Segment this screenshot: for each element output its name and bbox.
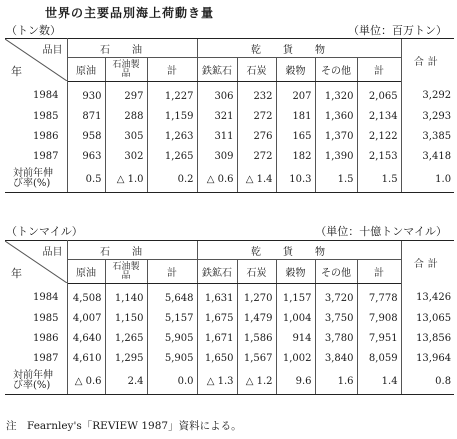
cell: 930: [67, 82, 105, 107]
cell: 3,418: [401, 146, 454, 166]
row-year: 1987: [5, 348, 67, 368]
page-title: 世界の主要品別海上荷動き量: [45, 6, 215, 20]
sub-header-other: その他: [315, 260, 357, 284]
cell: 7,951: [357, 328, 401, 348]
table-ton-miles: [5, 240, 454, 395]
sub-header-dry-total: 計: [357, 58, 401, 82]
table2-corner-header: [5, 241, 67, 284]
table-tonnage: [5, 38, 454, 193]
group-dry-header: 乾貨物: [197, 241, 401, 260]
cell: 272: [237, 106, 276, 126]
cell: 5,157: [147, 308, 197, 328]
table-row: [5, 106, 454, 126]
cell: 4,610: [67, 348, 105, 368]
cell: 311: [197, 126, 237, 146]
cell: 7,778: [357, 284, 401, 309]
cell: 3,750: [315, 308, 357, 328]
cell: 5,905: [147, 348, 197, 368]
cell: 1.6: [315, 368, 357, 395]
cell: 1,650: [197, 348, 237, 368]
cell: 272: [237, 146, 276, 166]
table-row: [5, 126, 454, 146]
cell: 3,840: [315, 348, 357, 368]
total-header: 合計: [401, 241, 454, 284]
cell: △ 1.2: [237, 368, 276, 395]
sub-header-coal: 石炭: [237, 260, 276, 284]
cell: △ 1.0: [105, 166, 147, 193]
cell: 0.5: [67, 166, 105, 193]
group-oil-header: 石油: [67, 241, 197, 260]
cell: 1,390: [315, 146, 357, 166]
cell: 958: [67, 126, 105, 146]
table2-unit-right: （単位：十億トンマイル）: [315, 225, 447, 238]
cell: 9.6: [276, 368, 315, 395]
table-row: [5, 82, 454, 107]
source-note: 注 Fearnley's「REVIEW 1987」資料による。: [6, 420, 242, 432]
cell: 1,295: [105, 348, 147, 368]
row-year: 1986: [5, 126, 67, 146]
row-year: 1985: [5, 106, 67, 126]
table-row: [5, 348, 454, 368]
sub-header-coal: 石炭: [237, 58, 276, 82]
table1-unit-right: （単位：百万トン）: [348, 24, 447, 37]
table-row: [5, 328, 454, 348]
cell: △ 1.4: [237, 166, 276, 193]
cell: 4,508: [67, 284, 105, 309]
corner-bottom-label: 年: [11, 64, 22, 78]
row-year: 1985: [5, 308, 67, 328]
cell: 1,370: [315, 126, 357, 146]
cell: △ 0.6: [67, 368, 105, 395]
cell: 10.3: [276, 166, 315, 193]
cell: 1,631: [197, 284, 237, 309]
cell: 13,856: [401, 328, 454, 348]
cell: 871: [67, 106, 105, 126]
cell: 1,320: [315, 82, 357, 107]
table-row: [5, 308, 454, 328]
cell: 5,905: [147, 328, 197, 348]
cell: 1,479: [237, 308, 276, 328]
cell: 4,640: [67, 328, 105, 348]
cell: 288: [105, 106, 147, 126]
cell: 1,586: [237, 328, 276, 348]
cell: 182: [276, 146, 315, 166]
cell: 1.4: [357, 368, 401, 395]
row-year: 1984: [5, 82, 67, 107]
cell: 306: [197, 82, 237, 107]
sub-header-oil-total: 計: [147, 260, 197, 284]
corner-top-label: 品目: [42, 247, 63, 258]
cell: 1,150: [105, 308, 147, 328]
row-year: 1984: [5, 284, 67, 309]
group-dry-header: 乾貨物: [197, 39, 401, 58]
cell: 297: [105, 82, 147, 107]
sub-header-products: 石油製品: [105, 260, 147, 284]
total-header: 合計: [401, 39, 454, 82]
table-row: [5, 284, 454, 309]
cell: 3,780: [315, 328, 357, 348]
cell: 0.8: [401, 368, 454, 395]
sub-header-iron-ore: 鉄鉱石: [197, 58, 237, 82]
cell: 1.5: [357, 166, 401, 193]
sub-header-crude: 原油: [67, 58, 105, 82]
cell: 2,153: [357, 146, 401, 166]
cell: 1.0: [401, 166, 454, 193]
cell: △ 1.3: [197, 368, 237, 395]
group-oil-header: 石油: [67, 39, 197, 58]
sub-header-products: 石油製品: [105, 58, 147, 82]
row-year: 1987: [5, 146, 67, 166]
cell: 7,908: [357, 308, 401, 328]
sub-header-dry-total: 計: [357, 260, 401, 284]
cell: 1,002: [276, 348, 315, 368]
cell: 4,007: [67, 308, 105, 328]
cell: 963: [67, 146, 105, 166]
change-label: 対前年伸び率(%): [5, 166, 67, 193]
cell: 1,140: [105, 284, 147, 309]
cell: 5,648: [147, 284, 197, 309]
cell: 2.4: [105, 368, 147, 395]
cell: 13,065: [401, 308, 454, 328]
change-label: 対前年伸び率(%): [5, 368, 67, 395]
sub-header-other: その他: [315, 58, 357, 82]
sub-header-grain: 穀物: [276, 58, 315, 82]
cell: 276: [237, 126, 276, 146]
cell: 181: [276, 106, 315, 126]
table-row: [5, 146, 454, 166]
cell: 3,292: [401, 82, 454, 107]
table1-unit-left: （トン数）: [6, 24, 61, 37]
cell: 8,059: [357, 348, 401, 368]
sub-header-grain: 穀物: [276, 260, 315, 284]
table-row-change: [5, 368, 454, 395]
cell: 0.2: [147, 166, 197, 193]
cell: 13,964: [401, 348, 454, 368]
cell: 0.0: [147, 368, 197, 395]
cell: 2,065: [357, 82, 401, 107]
corner-bottom-label: 年: [11, 266, 22, 280]
cell: 13,426: [401, 284, 454, 309]
cell: 207: [276, 82, 315, 107]
cell: 1,671: [197, 328, 237, 348]
cell: 3,293: [401, 106, 454, 126]
cell: 2,134: [357, 106, 401, 126]
cell: 1,360: [315, 106, 357, 126]
cell: △ 0.6: [197, 166, 237, 193]
cell: 3,720: [315, 284, 357, 309]
sub-header-oil-total: 計: [147, 58, 197, 82]
cell: 232: [237, 82, 276, 107]
table1-corner-header: [5, 39, 67, 82]
row-year: 1986: [5, 328, 67, 348]
sub-header-crude: 原油: [67, 260, 105, 284]
cell: 1.5: [315, 166, 357, 193]
cell: 1,567: [237, 348, 276, 368]
table-row-change: [5, 166, 454, 193]
cell: 305: [105, 126, 147, 146]
cell: 1,263: [147, 126, 197, 146]
cell: 1,270: [237, 284, 276, 309]
cell: 1,157: [276, 284, 315, 309]
sub-header-iron-ore: 鉄鉱石: [197, 260, 237, 284]
cell: 3,385: [401, 126, 454, 146]
corner-top-label: 品目: [42, 45, 63, 56]
cell: 302: [105, 146, 147, 166]
cell: 1,227: [147, 82, 197, 107]
cell: 309: [197, 146, 237, 166]
cell: 165: [276, 126, 315, 146]
cell: 321: [197, 106, 237, 126]
cell: 1,159: [147, 106, 197, 126]
table2-unit-left: （トンマイル）: [6, 225, 83, 238]
cell: 1,265: [105, 328, 147, 348]
cell: 914: [276, 328, 315, 348]
cell: 2,122: [357, 126, 401, 146]
cell: 1,004: [276, 308, 315, 328]
cell: 1,675: [197, 308, 237, 328]
cell: 1,265: [147, 146, 197, 166]
